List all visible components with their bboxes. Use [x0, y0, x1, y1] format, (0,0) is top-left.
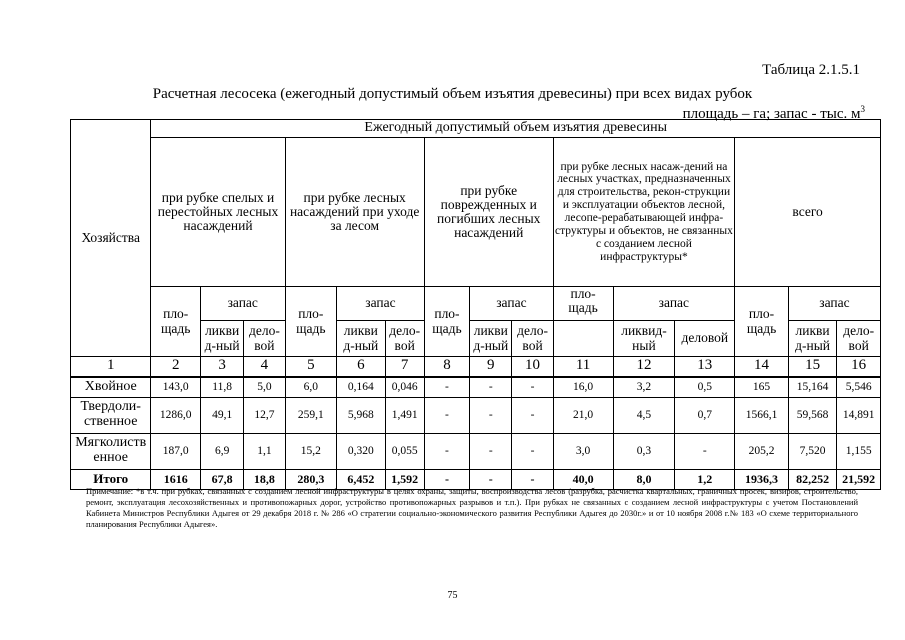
table-cell: 15,164	[788, 377, 836, 398]
table-cell: -	[512, 397, 553, 433]
table-cell: 59,568	[788, 397, 836, 433]
header-stock: запас	[788, 287, 880, 321]
table-row	[71, 433, 881, 469]
header-group-damaged: при рубке поврежденных и погибших лесных насаждений	[424, 138, 553, 287]
table-cell: 1566,1	[735, 397, 789, 433]
table-cell: 143,0	[151, 377, 201, 398]
column-number: 14	[735, 357, 789, 377]
table-cell: -	[424, 397, 469, 433]
table-cell: 0,046	[385, 377, 424, 398]
table-cell: 15,2	[285, 433, 337, 469]
header-liquid: ликви д-ный	[788, 321, 836, 357]
table-cell: -	[470, 433, 512, 469]
table-cell: 49,1	[200, 397, 243, 433]
column-number: 10	[512, 357, 553, 377]
allowable-cut-table	[70, 119, 881, 490]
table-cell: -	[470, 377, 512, 398]
column-number-row	[71, 357, 881, 377]
table-cell: 165	[735, 377, 789, 398]
units-text: площадь – га; запас - тыс. м	[682, 106, 861, 122]
column-number: 5	[285, 357, 337, 377]
header-area: пло- щадь	[553, 287, 613, 321]
table-cell: -	[512, 377, 553, 398]
header-stock: запас	[200, 287, 285, 321]
table-cell: 0,7	[675, 397, 735, 433]
column-number: 16	[837, 357, 881, 377]
table-cell: 5,546	[837, 377, 881, 398]
header-commercial: деловой	[675, 321, 735, 357]
header-stock: запас	[337, 287, 425, 321]
table-cell: 1,1	[244, 433, 285, 469]
column-number: 13	[675, 357, 735, 377]
table-title: Расчетная лесосека (ежегодный допустимый объем изъятия древесины) при всех видах рубок	[152, 86, 753, 102]
table-cell: 21,592	[837, 469, 881, 489]
table-cell: -	[424, 433, 469, 469]
header-commercial: дело- вой	[385, 321, 424, 357]
header-area: пло- щадь	[151, 287, 201, 357]
column-number: 2	[151, 357, 201, 377]
table-cell: 1,592	[385, 469, 424, 489]
column-number: 6	[337, 357, 385, 377]
column-number: 4	[244, 357, 285, 377]
table-cell: 21,0	[553, 397, 613, 433]
table-cell: 1,491	[385, 397, 424, 433]
table-cell: 67,8	[200, 469, 243, 489]
table-cell: 16,0	[553, 377, 613, 398]
header-annual-volume: Ежегодный допустимый объем изъятия древесины	[151, 120, 881, 138]
row-name: Твердоли-ственное	[71, 397, 151, 433]
row-name: Мягколиств енное	[71, 433, 151, 469]
table-cell: 280,3	[285, 469, 337, 489]
column-number: 15	[788, 357, 836, 377]
table-cell: 1936,3	[735, 469, 789, 489]
column-number: 11	[553, 357, 613, 377]
header-area: пло- щадь	[424, 287, 469, 357]
units-sup: 3	[860, 104, 865, 114]
header-group-thinning: при рубке лесных насаждений при уходе за лесом	[285, 138, 424, 287]
table-cell: 0,3	[613, 433, 675, 469]
column-number: 3	[200, 357, 243, 377]
header-liquid: ликвид-ный	[613, 321, 675, 357]
table-row	[71, 397, 881, 433]
table-row	[71, 377, 881, 398]
table-cell: 82,252	[788, 469, 836, 489]
column-number: 1	[71, 357, 151, 377]
table-cell: 0,320	[337, 433, 385, 469]
table-caption: Таблица 2.1.5.1	[762, 62, 860, 78]
column-number: 9	[470, 357, 512, 377]
table-cell: -	[424, 469, 469, 489]
table-cell: -	[675, 433, 735, 469]
table-cell: 3,2	[613, 377, 675, 398]
table-cell: 1286,0	[151, 397, 201, 433]
table-cell: 205,2	[735, 433, 789, 469]
table-cell: 0,5	[675, 377, 735, 398]
table-cell: 3,0	[553, 433, 613, 469]
row-name: Хвойное	[71, 377, 151, 398]
table-cell: -	[512, 469, 553, 489]
table-cell: 4,5	[613, 397, 675, 433]
table-cell: 259,1	[285, 397, 337, 433]
header-area: пло- щадь	[285, 287, 337, 357]
table-cell: 1616	[151, 469, 201, 489]
table-cell: 6,452	[337, 469, 385, 489]
header-group-total: всего	[735, 138, 881, 287]
table-cell: 1,2	[675, 469, 735, 489]
table-cell: 11,8	[200, 377, 243, 398]
header-liquid: ликви д-ный	[337, 321, 385, 357]
column-number: 12	[613, 357, 675, 377]
header-area-empty	[553, 321, 613, 357]
header-liquid: ликви д-ный	[470, 321, 512, 357]
row-name: Итого	[71, 469, 151, 489]
header-group-mature: при рубке спелых и перестойных лесных насаждений	[151, 138, 285, 287]
column-number: 8	[424, 357, 469, 377]
table-cell: -	[470, 397, 512, 433]
table-cell: -	[424, 377, 469, 398]
table-cell: 6,9	[200, 433, 243, 469]
header-farms: Хозяйства	[71, 120, 151, 357]
table-cell: 1,155	[837, 433, 881, 469]
footnote: Примечание: *в т.ч. при рубках, связанных с созданием лесной инфраструктуры в целях охраны, защиты, воспроизводства лесов (разрубка, расчистка квартальных, граничных просек, визиров, строительство, ремонт, эксплуатация лесохозяйственных и противопожарных дорог, устройство противопожарных разрывов и т.п.). При рубках не связанных с созданием лесной инфраструктуры с учетом Постановлений Кабинета Министров Республики Адыгея от 29 декабря 2018 г. № 286 «О стратегии социально-экономического развития Республики Адыгея до 2030г.» и от 10 ноября 2008 г.№ 183 «О схеме территориального планирования Республики Адыгея».	[86, 486, 858, 530]
column-number: 7	[385, 357, 424, 377]
table-cell: 14,891	[837, 397, 881, 433]
header-stock: запас	[470, 287, 554, 321]
table-cell: 187,0	[151, 433, 201, 469]
table-cell: -	[470, 469, 512, 489]
header-commercial: дело- вой	[244, 321, 285, 357]
table-cell: 12,7	[244, 397, 285, 433]
table-cell: -	[512, 433, 553, 469]
table-cell: 18,8	[244, 469, 285, 489]
header-commercial: дело- вой	[837, 321, 881, 357]
table-cell: 40,0	[553, 469, 613, 489]
header-stock: запас	[613, 287, 735, 321]
page-number: 75	[447, 590, 458, 601]
header-liquid: ликви д-ный	[200, 321, 243, 357]
table-cell: 5,968	[337, 397, 385, 433]
header-group-infrastructure: при рубке лесных насаж-дений на лесных участках, предназначенных для строительства, рекон-струкции и эксплуатации объектов лесной, лесопе-рерабатывающей инфра-структуры и объектов, не связанных с созданием лесной инфраструктуры*	[553, 138, 735, 287]
header-commercial: дело- вой	[512, 321, 553, 357]
table-cell: 5,0	[244, 377, 285, 398]
table-cell: 7,520	[788, 433, 836, 469]
table-cell: 8,0	[613, 469, 675, 489]
table-cell: 0,164	[337, 377, 385, 398]
table-cell: 6,0	[285, 377, 337, 398]
header-area: пло- щадь	[735, 287, 789, 357]
table-cell: 0,055	[385, 433, 424, 469]
